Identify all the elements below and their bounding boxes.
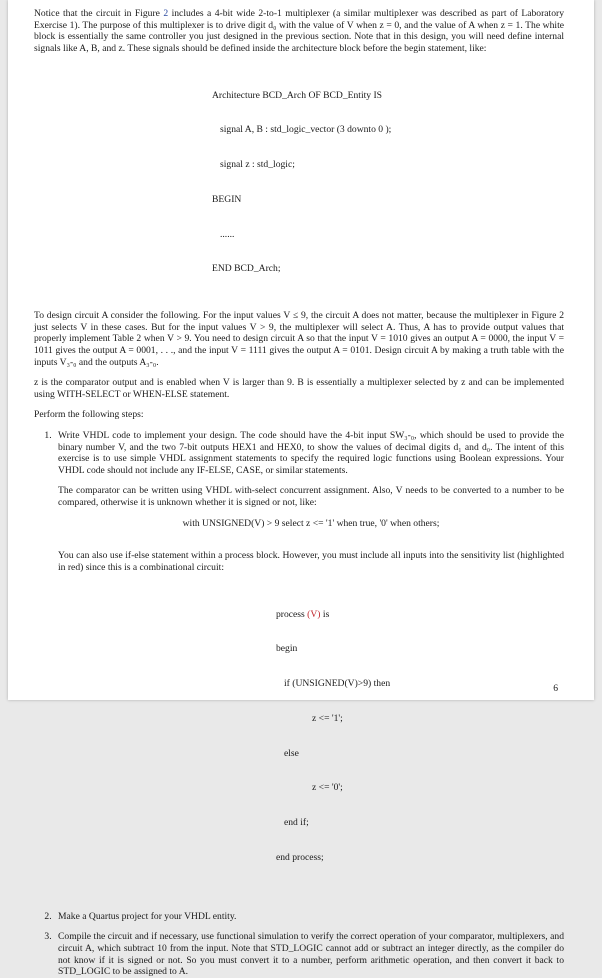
design-paragraph: To design circuit A consider the following. For the input values V ≤ 9, the circuit A does not matter, because the multiplexer in Figure 2 just selects V in these cases. But for the input values V > 9, the multiplexer will select A. Thus, A has to provide output values that properly implement Table 2 when V > 9. You need to design circuit A so that the input V = 1010 gives an output A = 0000, the input V = 1011 gives the output A = 0001, . . ., and the input V = 1111 gives the output A = 0101. Design circuit A by making a truth table with the inputs V₃-₀ and the outputs A₃-₀. (34, 310, 564, 368)
code-line: END BCD_Arch; (212, 263, 281, 275)
steps-intro: Perform the following steps: (34, 409, 144, 421)
step-1-text: 1. Write VHDL code to implement your design. The code should have the 4-bit input SW₃-₀, which should be used to provide the binary number V, and the two 7-bit outputs HEX1 and HEX0, to show the values of decimal digits d₁ and d₀. The intent of this exercise is to use simple VHDL assignment statements to specify the required logic functions using Boolean expressions. Your VHDL code should not include any IF-ELSE, CASE, or similar statements. (58, 430, 564, 476)
step-1-process-text: You can also use if-else statement within a process block. However, you must include all inputs into the sensitivity list (highlighted in red) since this is a combinational circuit: (58, 550, 564, 573)
code-line: z <= '0'; (312, 782, 343, 794)
code-line: if (UNSIGNED(V)>9) then (284, 678, 391, 690)
sensitivity-list-highlight: (V) (307, 608, 321, 620)
with-select-code-line: with UNSIGNED(V) > 9 select z <= '1' when true, '0' when others; (182, 517, 440, 529)
intro-paragraph (34, 8, 564, 54)
comparator-paragraph: z is the comparator output and is enabled when V is larger than 9. B is essentially a multiplexer selected by z and can be implemented using WITH-SELECT or WHEN-ELSE statement. (34, 377, 564, 400)
step-3 (54, 931, 564, 977)
process-code-block (276, 585, 564, 886)
page-content (34, 8, 564, 978)
document-page (8, 0, 594, 978)
step-1 (54, 430, 564, 911)
code-line: is (320, 608, 330, 620)
intro-text-a: Notice that the circuit in Figure (34, 8, 164, 19)
architecture-code-block (212, 66, 564, 298)
code-line: signal z : std_logic; (220, 159, 295, 171)
code-line: signal A, B : std_logic_vector (3 downto 0 ); (220, 124, 392, 136)
steps-list (34, 430, 564, 978)
code-line: end process; (276, 852, 324, 863)
step-2 (54, 911, 564, 932)
step-3-text: 3. Compile the circuit and if necessary, use functional simulation to verify the correct operation of your comparator, multiplexers, and circuit A, which subtract 10 from the input. Note that STD_LOGIC cannot add or subtract an integer directly, as the compiler do not know if it is signed or not. So you must convert it to a number, perform arithmetic operation, and then convert it back to STD_LOGIC to be assigned to A. (58, 931, 564, 978)
code-line: else (284, 747, 299, 759)
page-number: 6 (553, 683, 558, 694)
code-line: BEGIN (212, 193, 242, 205)
code-line: ...... (220, 228, 235, 240)
code-line: process (276, 608, 308, 620)
figure-reference-link[interactable]: 2 (163, 8, 169, 19)
step-2-text: 2. Make a Quartus project for your VHDL entity. (58, 910, 237, 922)
code-line: z <= '1'; (312, 712, 343, 724)
code-line: begin (276, 643, 298, 655)
step-1-comparator-text: The comparator can be written using VHDL with-select concurrent assignment. Also, V needs to be converted to a number to be compared, otherwise it is unknown whether it is signed or not, like: (58, 485, 564, 508)
code-line: Architecture BCD_Arch OF BCD_Entity IS (212, 89, 383, 101)
intro-text-b: includes a 4-bit wide 2-to-1 multiplexer (a similar multiplexer was described as part of Laboratory Exercise 1). The purpose of this multiplexer is to drive digit d₀ with the value of V when z = 0, and the value of A when z = 1. The white block is essentially the same controller you just designed in the previous section. Note that in this design, you will need define internal signals like A, B, and z. These signals should be defined inside the architecture block before the begin statement, like: (34, 8, 564, 54)
code-line: end if; (284, 817, 309, 829)
